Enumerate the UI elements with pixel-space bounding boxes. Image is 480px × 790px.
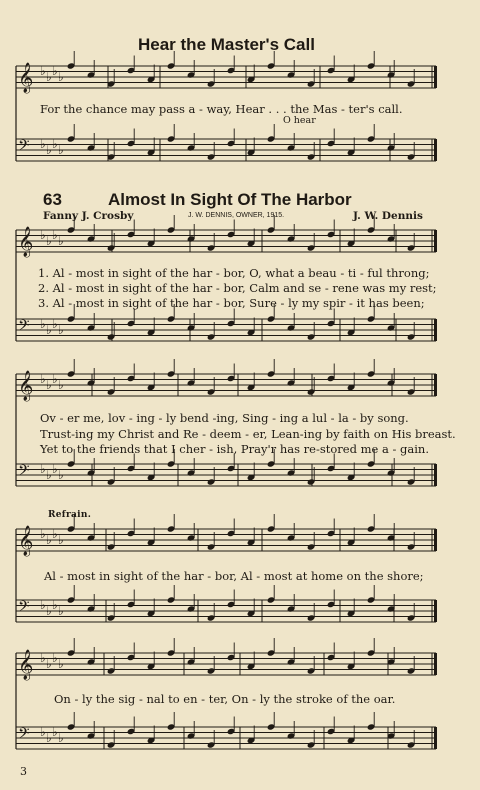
flat-sign: ♭ — [40, 372, 46, 386]
flat-sign: ♭ — [58, 468, 64, 482]
refrain-line-1: Al - most in sight of the har - bor, Al - most at home on the shore; — [44, 569, 424, 583]
flat-sign: ♭ — [40, 317, 46, 331]
flat-sign: ♭ — [46, 234, 52, 248]
treble-clef: 𝄞 — [18, 227, 34, 257]
flat-sign: ♭ — [58, 731, 64, 745]
flat-sign: ♭ — [58, 657, 64, 671]
final-bar — [434, 230, 437, 252]
final-bar — [434, 464, 437, 486]
bass-clef: 𝄢 — [18, 462, 30, 483]
flat-sign: ♭ — [46, 657, 52, 671]
bass-clef: 𝄢 — [18, 598, 30, 619]
refrain-line-2: On - ly the sig - nal to en - ter, On - ly the stroke of the oar. — [54, 692, 396, 706]
verse-3-line-1: 3. Al - most in sight of the har - bor, Sure - ly my spir - it has been; — [38, 296, 425, 310]
treble-clef: 𝄞 — [18, 371, 34, 401]
hymn-composer: J. W. Dennis — [353, 210, 423, 222]
flat-sign: ♭ — [40, 725, 46, 739]
flat-sign: ♭ — [58, 234, 64, 248]
treble-clef: 𝄞 — [18, 650, 34, 680]
flat-sign: ♭ — [52, 598, 58, 612]
flat-sign: ♭ — [46, 731, 52, 745]
flat-sign: ♭ — [46, 323, 52, 337]
flat-sign: ♭ — [52, 64, 58, 78]
final-bar — [434, 529, 437, 551]
flat-sign: ♭ — [40, 64, 46, 78]
flat-sign: ♭ — [40, 462, 46, 476]
verse-3-line-2: Yet to the friends that I cher - ish, Pray'r has re-stored me a - gain. — [40, 442, 429, 456]
verse-1-line-1: 1. Al - most in sight of the har - bor, O, what a beau - ti - ful throng; — [38, 266, 430, 280]
flat-sign: ♭ — [52, 317, 58, 331]
flat-sign: ♭ — [52, 527, 58, 541]
final-bar — [434, 139, 437, 161]
flat-sign: ♭ — [58, 533, 64, 547]
flat-sign: ♭ — [40, 137, 46, 151]
flat-sign: ♭ — [46, 604, 52, 618]
final-bar — [434, 66, 437, 88]
final-bar — [434, 319, 437, 341]
hymn-author: Fanny J. Crosby — [43, 210, 134, 222]
flat-sign: ♭ — [40, 527, 46, 541]
flat-sign: ♭ — [58, 378, 64, 392]
flat-sign: ♭ — [52, 228, 58, 242]
verse-2-line-1: 2. Al - most in sight of the har - bor, Calm and se - rene was my rest; — [38, 281, 437, 295]
hymn-copyright: J. W. DENNIS, OWNER, 1915. — [188, 212, 285, 219]
flat-sign: ♭ — [46, 378, 52, 392]
flat-sign: ♭ — [58, 143, 64, 157]
flat-sign: ♭ — [58, 70, 64, 84]
bass-clef: 𝄢 — [18, 317, 30, 338]
hymn-title: Almost In Sight Of The Harbor — [108, 190, 352, 209]
refrain-label: Refrain. — [48, 510, 92, 520]
bass-clef: 𝄢 — [18, 137, 30, 158]
previous-hymn-lyric: For the chance may pass a - way, Hear . . . the Mas - ter's call. — [40, 102, 403, 116]
flat-sign: ♭ — [40, 228, 46, 242]
hymn-number: 63 — [43, 190, 62, 209]
flat-sign: ♭ — [58, 323, 64, 337]
flat-sign: ♭ — [46, 468, 52, 482]
final-bar — [434, 600, 437, 622]
flat-sign: ♭ — [52, 462, 58, 476]
final-bar — [434, 374, 437, 396]
flat-sign: ♭ — [58, 604, 64, 618]
flat-sign: ♭ — [52, 137, 58, 151]
flat-sign: ♭ — [52, 651, 58, 665]
treble-clef: 𝄞 — [18, 63, 34, 93]
flat-sign: ♭ — [52, 725, 58, 739]
previous-hymn-echo: O hear — [283, 115, 316, 126]
flat-sign: ♭ — [40, 651, 46, 665]
flat-sign: ♭ — [52, 372, 58, 386]
flat-sign: ♭ — [46, 143, 52, 157]
flat-sign: ♭ — [46, 533, 52, 547]
flat-sign: ♭ — [46, 70, 52, 84]
final-bar — [434, 727, 437, 749]
page-number: 3 — [20, 765, 27, 778]
final-bar — [434, 653, 437, 675]
flat-sign: ♭ — [40, 598, 46, 612]
previous-hymn-title: Hear the Master's Call — [138, 35, 315, 54]
treble-clef: 𝄞 — [18, 526, 34, 556]
bass-clef: 𝄢 — [18, 725, 30, 746]
verse-1-line-2: Ov - er me, lov - ing - ly bend -ing, Sing - ing a lul - la - by song. — [40, 411, 409, 425]
verse-2-line-2: Trust-ing my Christ and Re - deem - er, Lean-ing by faith on His breast. — [40, 427, 456, 441]
